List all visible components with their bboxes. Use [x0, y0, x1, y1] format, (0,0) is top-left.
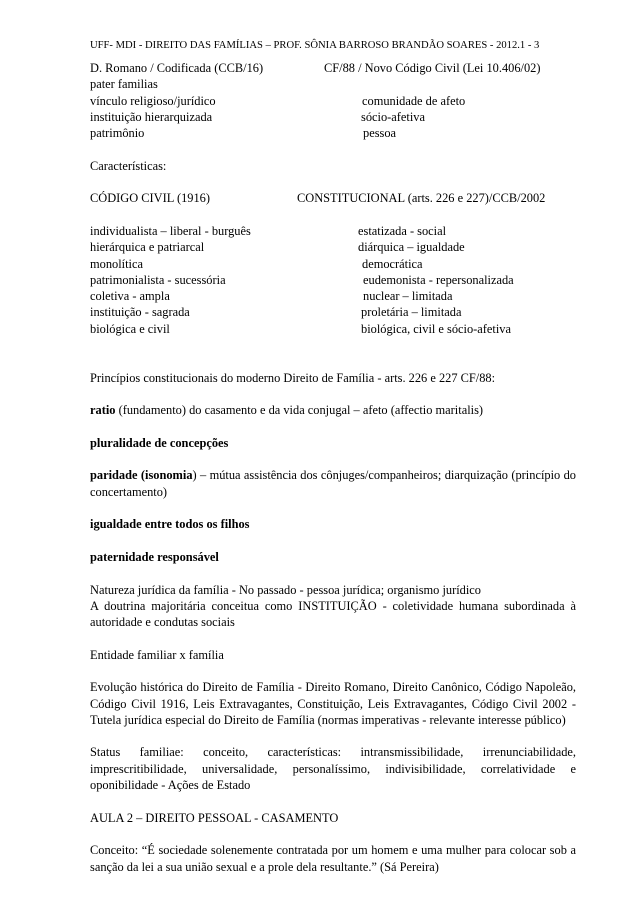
- pluralidade-principle: pluralidade de concepções: [90, 435, 229, 450]
- status-paragraph: Status familiae: conceito, características: intransmissibilidade, irrenunciabilidade, imprescritibilidade, universalidade, personalíssimo, indivisibilidade, correlatividade e oponibilidade - Ações de Estado: [90, 745, 576, 793]
- compare-right: proletária – limitada: [361, 305, 462, 320]
- compare-left: monolítica: [90, 256, 143, 271]
- intro-left: D. Romano / Codificada (CCB/16): [90, 61, 264, 75]
- intro-left: instituição hierarquizada: [90, 109, 213, 124]
- constitucional-heading: CONSTITUCIONAL (arts. 226 e 227)/CCB/2002: [297, 191, 546, 206]
- compare-right: democrática: [362, 256, 423, 271]
- document-body: [90, 60, 576, 875]
- compare-left: patrimonialista - sucessória: [90, 272, 226, 287]
- compare-row: [90, 321, 576, 337]
- compare-row: [90, 223, 576, 239]
- compare-row: [90, 239, 576, 255]
- intro-row: [90, 60, 576, 76]
- principios-heading: Princípios constitucionais do moderno Direito de Família - arts. 226 e 227 CF/88:: [90, 370, 496, 385]
- compare-right: eudemonista - repersonalizada: [363, 272, 514, 287]
- compare-row: [90, 304, 576, 320]
- compare-left: individualista – liberal - burguês: [90, 223, 251, 238]
- intro-row: [90, 93, 576, 109]
- aula-heading: AULA 2 – DIREITO PESSOAL - CASAMENTO: [90, 810, 339, 825]
- compare-left: instituição - sagrada: [90, 305, 190, 320]
- intro-row: [90, 109, 576, 125]
- paridade-text: ) – mútua assistência dos cônjuges/companheiros; diarquização (princípio do concertamento): [90, 468, 576, 499]
- intro-right: comunidade de afeto: [362, 93, 466, 108]
- intro-left: patrimônio: [90, 126, 145, 141]
- evolucao-paragraph: Evolução histórica do Direito de Família - Direito Romano, Direito Canônico, Código Napoleão, Código Civil 1916, Leis Extravagantes, Constituição, Leis Extravagantes, Código Civil 2002 - Tutela jurídica especial do Direito de Família (normas imperativas - relevante interesse público): [90, 680, 576, 727]
- intro-right: sócio-afetiva: [361, 109, 425, 124]
- paridade-term: paridade (isonomia: [90, 468, 193, 483]
- intro-row: [90, 76, 576, 92]
- intro-left: vínculo religioso/jurídico: [90, 93, 216, 108]
- compare-right: diárquica – igualdade: [358, 240, 465, 255]
- ratio-text: (fundamento) do casamento e da vida conjugal – afeto (affectio maritalis): [115, 403, 484, 418]
- doutrina-paragraph: A doutrina majoritária conceitua como INSTITUIÇÃO - coletividade humana subordinada à autoridade e condutas sociais: [90, 598, 576, 630]
- compare-left: coletiva - ampla: [90, 289, 170, 304]
- paridade-principle: [90, 467, 576, 500]
- conceito-paragraph: Conceito: “É sociedade solenemente contratada por um homem e uma mulher para colocar sob a sanção da lei a sua união sexual e a prole dela resultante.” (Sá Pereira): [90, 843, 576, 874]
- codigo-header-row: [90, 190, 576, 206]
- page-header: UFF- MDI - DIREITO DAS FAMÍLIAS – PROF. SÔNIA BARROSO BRANDÃO SOARES - 2012.1 - 3: [90, 40, 540, 51]
- compare-right: biológica, civil e sócio-afetiva: [361, 321, 512, 336]
- compare-left: hierárquica e patriarcal: [90, 240, 205, 255]
- igualdade-principle: igualdade entre todos os filhos: [90, 517, 250, 532]
- caracteristicas-label: Características:: [90, 158, 167, 173]
- codigo-civil-heading: CÓDIGO CIVIL (1916): [90, 191, 210, 206]
- compare-row: [90, 272, 576, 288]
- compare-right: nuclear – limitada: [363, 289, 453, 304]
- compare-left: biológica e civil: [90, 321, 170, 336]
- compare-right: estatizada - social: [358, 223, 447, 238]
- natureza-paragraph: Natureza jurídica da família - No passado - pessoa jurídica; organismo jurídico: [90, 582, 481, 597]
- intro-row: [90, 125, 576, 141]
- intro-right: pessoa: [363, 126, 397, 141]
- paternidade-principle: paternidade responsável: [90, 549, 219, 564]
- intro-right: CF/88 / Novo Código Civil (Lei 10.406/02): [324, 61, 541, 75]
- entidade-paragraph: Entidade familiar x família: [90, 647, 224, 662]
- ratio-term: ratio: [90, 403, 116, 418]
- compare-row: [90, 288, 576, 304]
- ratio-principle: [90, 402, 576, 418]
- intro-left: pater familias: [90, 77, 158, 92]
- compare-row: [90, 256, 576, 272]
